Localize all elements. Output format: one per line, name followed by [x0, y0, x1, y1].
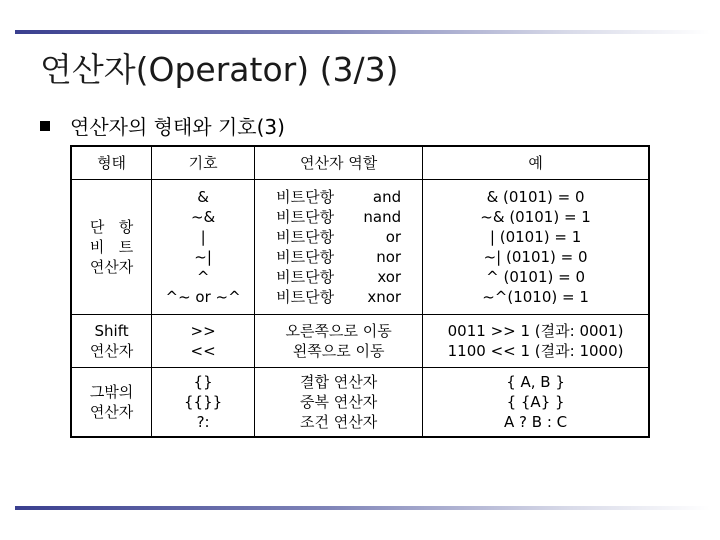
operator-table: [70, 145, 650, 438]
header-symbol: 기호: [152, 146, 255, 180]
table-header-row: [71, 146, 649, 180]
example-cell: [423, 315, 649, 368]
table-row-unary: [71, 180, 649, 315]
header-role: 연산자 역할: [255, 146, 423, 180]
symbol-cell: [152, 315, 255, 368]
table-row-shift: [71, 315, 649, 368]
role-text: or: [385, 228, 402, 246]
category-text: 트: [118, 238, 134, 256]
role-cell: [255, 180, 423, 315]
role-cell: [255, 368, 423, 438]
example-text: 1100 << 1 (결과: 1000): [447, 342, 624, 360]
symbol-text: ?:: [196, 413, 210, 431]
symbol-cell: [152, 180, 255, 315]
example-text: 0011 >> 1 (결과: 0001): [447, 322, 624, 340]
role-text: and: [372, 188, 402, 206]
symbol-text: ^~ or ~^: [165, 288, 241, 306]
example-cell: [423, 180, 649, 315]
example-text: & (0101) = 0: [486, 188, 585, 206]
symbol-text: {{}}: [184, 393, 223, 411]
bottom-divider: [15, 506, 710, 510]
role-text: 비트단항: [276, 188, 335, 206]
example-text: { A, B }: [506, 373, 565, 391]
category-text: 연산자: [89, 342, 134, 360]
role-cell: [255, 315, 423, 368]
role-text: 조건 연산자: [300, 413, 378, 431]
role-text: 비트단항: [276, 268, 335, 286]
role-text: 비트단항: [276, 228, 335, 246]
header-example: 예: [423, 146, 649, 180]
category-text: 비: [89, 238, 105, 256]
table-row-other: [71, 368, 649, 438]
symbol-text: <<: [190, 342, 216, 360]
example-cell: [423, 368, 649, 438]
category-text: Shift: [94, 322, 129, 340]
bullet-square-icon: [40, 121, 50, 131]
category-cell: [71, 368, 152, 438]
role-text: 왼쪽으로 이동: [292, 342, 385, 360]
role-text: 비트단항: [276, 248, 335, 266]
category-text: 연산자: [89, 403, 134, 421]
slide-title: 연산자(Operator) (3/3): [40, 50, 399, 89]
symbol-text: ^: [196, 268, 210, 286]
role-text: xnor: [367, 288, 402, 306]
category-text: 항: [118, 218, 134, 236]
top-divider: [15, 30, 710, 34]
example-text: ~^(1010) = 1: [482, 288, 589, 306]
category-cell: [71, 180, 152, 315]
role-text: 중복 연산자: [300, 393, 378, 411]
role-text: nand: [363, 208, 402, 226]
category-cell: [71, 315, 152, 368]
example-text: ~& (0101) = 1: [480, 208, 591, 226]
example-text: ~| (0101) = 0: [483, 248, 588, 266]
symbol-text: ~&: [190, 208, 216, 226]
role-text: nor: [376, 248, 402, 266]
slide-subtitle: 연산자의 형태와 기호(3): [70, 115, 285, 139]
symbol-cell: [152, 368, 255, 438]
category-text: 단: [89, 218, 105, 236]
symbol-text: >>: [190, 322, 216, 340]
example-text: A ? B : C: [504, 413, 568, 431]
category-text: 연산자: [89, 258, 134, 276]
role-text: xor: [377, 268, 402, 286]
example-text: ^ (0101) = 0: [486, 268, 585, 286]
symbol-text: |: [200, 228, 206, 246]
role-text: 결합 연산자: [300, 373, 378, 391]
example-text: | (0101) = 1: [489, 228, 582, 246]
symbol-text: {}: [193, 373, 213, 391]
symbol-text: &: [197, 188, 209, 206]
example-text: { {A} }: [506, 393, 565, 411]
header-form: 형태: [71, 146, 152, 180]
symbol-text: ~|: [194, 248, 212, 266]
role-text: 비트단항: [276, 208, 335, 226]
role-text: 비트단항: [276, 288, 335, 306]
role-text: 오른쪽으로 이동: [285, 322, 392, 340]
category-text: 그밖의: [89, 383, 134, 401]
